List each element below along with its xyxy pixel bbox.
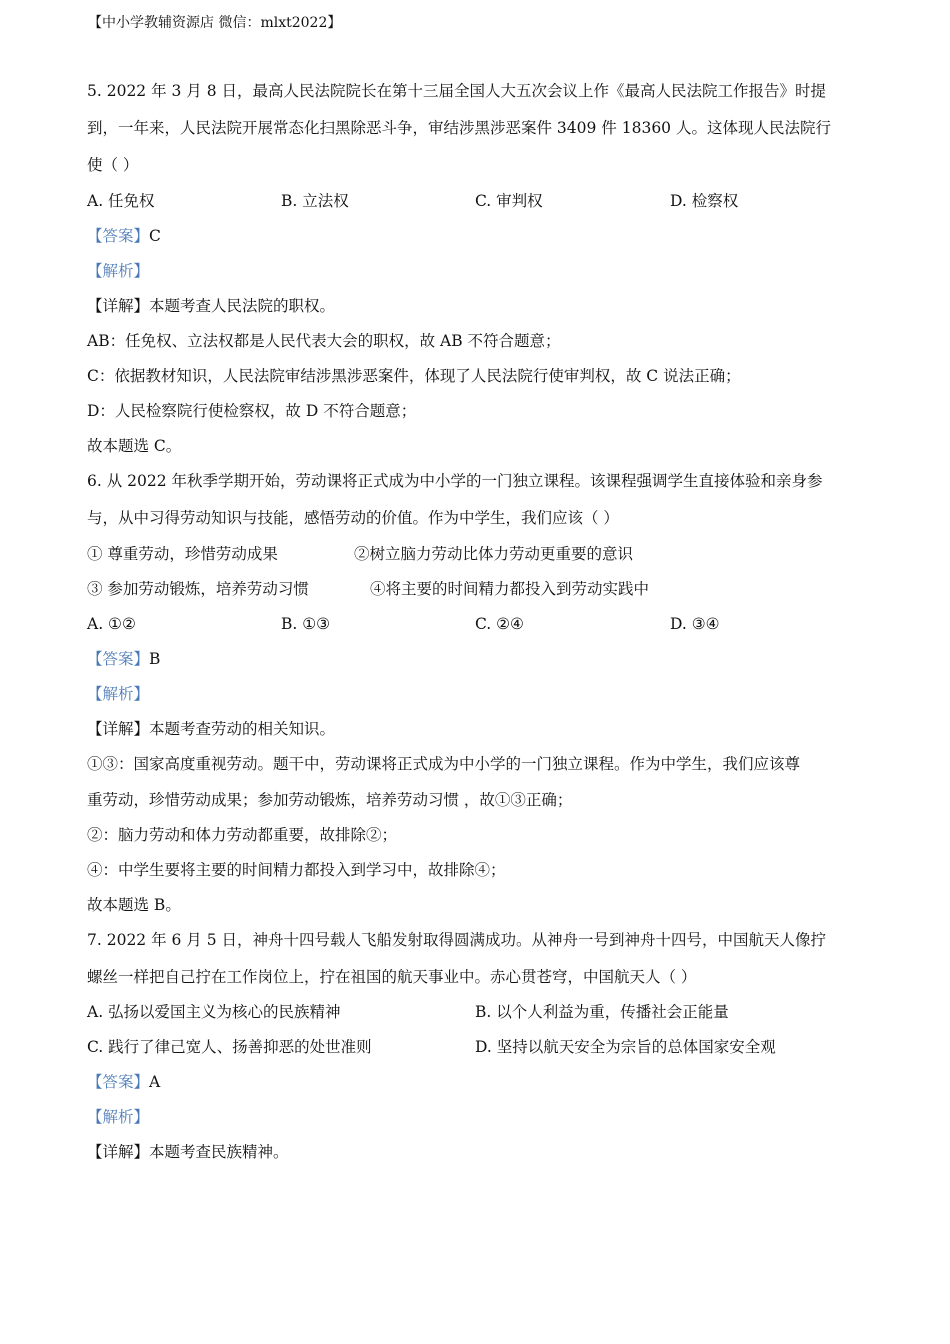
answer-value: C — [149, 227, 161, 245]
option-c: C. 践行了律己宽人、扬善抑恶的处世准则 — [87, 1038, 372, 1056]
option-b: B. 以个人利益为重，传播社会正能量 — [475, 1003, 729, 1021]
question-stem-line: 5. 2022 年 3 月 8 日，最高人民法院院长在第十三届全国人大五次会议上作《最高人民法院工作报告》时提 — [87, 82, 827, 100]
detail-line: C：依据教材知识，人民法院审结涉黑涉恶案件，体现了人民法院行使审判权，故 C 说法正确； — [87, 367, 741, 385]
analysis-label: 【解析】 — [87, 1108, 150, 1126]
page-header-watermark: 【中小学教辅资源店 微信：mlxt2022】 — [88, 15, 342, 31]
answer-value: B — [149, 650, 161, 668]
detail-line: 重劳动，珍惜劳动成果；参加劳动锻炼，培养劳动习惯 ，故①③正确； — [87, 791, 573, 809]
analysis-label: 【解析】 — [87, 262, 150, 280]
option-c: C. 审判权 — [475, 192, 543, 210]
question-stem-line: 与，从中习得劳动知识与技能，感悟劳动的价值。作为中学生，我们应该（ ） — [87, 509, 619, 527]
option-d: D. ③④ — [670, 615, 720, 633]
option-a: A. 任免权 — [87, 192, 155, 210]
detail-line: ②：脑力劳动和体力劳动都重要，故排除②； — [87, 826, 398, 844]
statement-1: ① 尊重劳动，珍惜劳动成果 — [87, 545, 278, 563]
statement-3: ③ 参加劳动锻炼，培养劳动习惯 — [87, 580, 309, 598]
option-a: A. ①② — [87, 615, 136, 633]
detail-line: 故本题选 C。 — [87, 437, 182, 455]
answer-label: 【答案】 — [87, 1073, 150, 1091]
option-d: D. 坚持以航天安全为宗旨的总体国家安全观 — [475, 1038, 776, 1056]
detail-line: ④：中学生要将主要的时间精力都投入到学习中，故排除④； — [87, 861, 506, 879]
answer-value: A — [149, 1073, 161, 1091]
statement-2: ②树立脑力劳动比体力劳动更重要的意识 — [354, 545, 634, 563]
detail-line: D：人民检察院行使检察权，故 D 不符合题意； — [87, 402, 417, 420]
detail-line: 故本题选 B。 — [87, 896, 181, 914]
question-stem-line: 使（ ） — [87, 156, 139, 174]
question-stem-line: 到，一年来，人民法院开展常态化扫黑除恶斗争，审结涉黑涉恶案件 3409 件 18360 人。这体现人民法院行 — [87, 119, 831, 137]
analysis-label: 【解析】 — [87, 685, 150, 703]
question-stem-line: 螺丝一样把自己拧在工作岗位上，拧在祖国的航天事业中。赤心贯苍穹，中国航天人（ ） — [87, 968, 697, 986]
detail-line: 【详解】本题考查劳动的相关知识。 — [87, 720, 336, 738]
answer-line — [87, 648, 160, 670]
statement-4: ④将主要的时间精力都投入到劳动实践中 — [370, 580, 650, 598]
option-a: A. 弘扬以爱国主义为核心的民族精神 — [87, 1003, 341, 1021]
option-b: B. 立法权 — [281, 192, 349, 210]
option-d: D. 检察权 — [670, 192, 739, 210]
detail-line: 【详解】本题考查人民法院的职权。 — [87, 297, 336, 315]
answer-label: 【答案】 — [87, 650, 150, 668]
detail-line: AB：任免权、立法权都是人民代表大会的职权，故 AB 不符合题意； — [87, 332, 561, 350]
question-stem-line: 6. 从 2022 年秋季学期开始，劳动课将正式成为中小学的一门独立课程。该课程强调学生直接体验和亲身参 — [87, 472, 823, 490]
question-stem-line: 7. 2022 年 6 月 5 日，神舟十四号载人飞船发射取得圆满成功。从神舟一号到神舟十四号，中国航天人像拧 — [87, 931, 827, 949]
option-b: B. ①③ — [281, 615, 331, 633]
detail-line: 【详解】本题考查民族精神。 — [87, 1143, 289, 1161]
detail-line: ①③：国家高度重视劳动。题干中，劳动课将正式成为中小学的一门独立课程。作为中学生，我们应该尊 — [87, 755, 801, 773]
option-c: C. ②④ — [475, 615, 524, 633]
answer-label: 【答案】 — [87, 227, 150, 245]
answer-line — [87, 1071, 160, 1093]
answer-line — [87, 225, 161, 247]
